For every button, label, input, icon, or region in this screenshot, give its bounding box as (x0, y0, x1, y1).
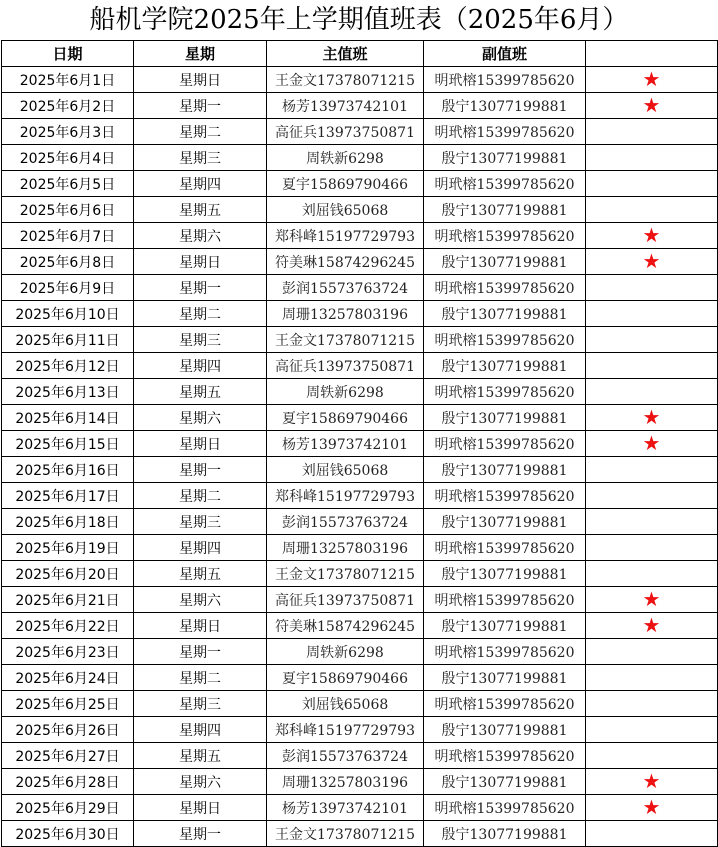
date-cell: 2025年6月25日 (2, 691, 134, 717)
table-row (2, 587, 718, 613)
sub-duty-cell: 殷宁13077199881 (424, 145, 586, 171)
main-duty-cell: 符美琳15874296245 (267, 613, 424, 639)
table-row (2, 639, 718, 665)
column-header-weekday: 星期 (134, 41, 267, 67)
holiday-star-icon (586, 379, 718, 405)
date-cell: 2025年6月4日 (2, 145, 134, 171)
holiday-star-icon (586, 275, 718, 301)
weekday-cell: 星期三 (134, 327, 267, 353)
sub-duty-cell: 殷宁13077199881 (424, 613, 586, 639)
weekday-cell: 星期一 (134, 639, 267, 665)
table-row (2, 405, 718, 431)
table-header-row (2, 41, 718, 67)
date-cell: 2025年6月16日 (2, 457, 134, 483)
star-icon: ★ (642, 613, 661, 637)
table-row (2, 717, 718, 743)
table-row (2, 301, 718, 327)
holiday-star-icon (586, 119, 718, 145)
table-row (2, 743, 718, 769)
main-duty-cell: 周珊13257803196 (267, 535, 424, 561)
table-row (2, 249, 718, 275)
star-icon: ★ (642, 405, 661, 429)
holiday-star-icon (586, 743, 718, 769)
main-duty-cell: 符美琳15874296245 (267, 249, 424, 275)
holiday-star-icon (586, 301, 718, 327)
table-row (2, 145, 718, 171)
main-duty-cell: 杨芳13973742101 (267, 795, 424, 821)
table-row (2, 509, 718, 535)
sub-duty-cell: 殷宁13077199881 (424, 197, 586, 223)
weekday-cell: 星期四 (134, 717, 267, 743)
sub-duty-cell: 明玳榕15399785620 (424, 743, 586, 769)
holiday-star-icon (586, 691, 718, 717)
weekday-cell: 星期一 (134, 275, 267, 301)
star-icon: ★ (642, 769, 661, 793)
date-cell: 2025年6月22日 (2, 613, 134, 639)
main-duty-cell: 高征兵13973750871 (267, 587, 424, 613)
weekday-cell: 星期二 (134, 483, 267, 509)
date-cell: 2025年6月23日 (2, 639, 134, 665)
sub-duty-cell: 殷宁13077199881 (424, 457, 586, 483)
date-cell: 2025年6月2日 (2, 93, 134, 119)
table-row (2, 171, 718, 197)
table-row (2, 223, 718, 249)
sub-duty-cell: 明玳榕15399785620 (424, 639, 586, 665)
main-duty-cell: 王金文17378071215 (267, 821, 424, 847)
holiday-star-icon (586, 795, 718, 821)
weekday-cell: 星期六 (134, 587, 267, 613)
weekday-cell: 星期一 (134, 457, 267, 483)
sub-duty-cell: 明玳榕15399785620 (424, 483, 586, 509)
star-icon: ★ (642, 223, 661, 247)
date-cell: 2025年6月30日 (2, 821, 134, 847)
table-row (2, 379, 718, 405)
date-cell: 2025年6月18日 (2, 509, 134, 535)
date-cell: 2025年6月17日 (2, 483, 134, 509)
weekday-cell: 星期二 (134, 119, 267, 145)
date-cell: 2025年6月24日 (2, 665, 134, 691)
holiday-star-icon (586, 717, 718, 743)
table-row (2, 613, 718, 639)
date-cell: 2025年6月27日 (2, 743, 134, 769)
table-row (2, 561, 718, 587)
page-title: 船机学院2025年上学期值班表（2025年6月） (89, 5, 629, 35)
main-duty-cell: 周轶新6298 (267, 379, 424, 405)
date-cell: 2025年6月5日 (2, 171, 134, 197)
holiday-star-icon (586, 249, 718, 275)
star-icon: ★ (642, 249, 661, 273)
weekday-cell: 星期五 (134, 197, 267, 223)
holiday-star-icon (586, 613, 718, 639)
holiday-star-icon (586, 405, 718, 431)
table-row (2, 535, 718, 561)
main-duty-cell: 夏宇15869790466 (267, 405, 424, 431)
sub-duty-cell: 明玳榕15399785620 (424, 535, 586, 561)
column-header-date: 日期 (2, 41, 134, 67)
holiday-star-icon (586, 587, 718, 613)
sub-duty-cell: 明玳榕15399785620 (424, 795, 586, 821)
main-duty-cell: 周珊13257803196 (267, 769, 424, 795)
date-cell: 2025年6月19日 (2, 535, 134, 561)
holiday-star-icon (586, 769, 718, 795)
column-header-sub-duty: 副值班 (424, 41, 586, 67)
weekday-cell: 星期五 (134, 561, 267, 587)
weekday-cell: 星期五 (134, 379, 267, 405)
sub-duty-cell: 殷宁13077199881 (424, 769, 586, 795)
holiday-star-icon (586, 561, 718, 587)
table-row (2, 119, 718, 145)
table-row (2, 795, 718, 821)
weekday-cell: 星期日 (134, 613, 267, 639)
main-duty-cell: 周轶新6298 (267, 639, 424, 665)
sub-duty-cell: 明玳榕15399785620 (424, 119, 586, 145)
holiday-star-icon (586, 223, 718, 249)
main-duty-cell: 郑科峰15197729793 (267, 223, 424, 249)
date-cell: 2025年6月9日 (2, 275, 134, 301)
date-cell: 2025年6月1日 (2, 67, 134, 93)
weekday-cell: 星期六 (134, 223, 267, 249)
sub-duty-cell: 明玳榕15399785620 (424, 379, 586, 405)
main-duty-cell: 王金文17378071215 (267, 67, 424, 93)
table-row (2, 67, 718, 93)
weekday-cell: 星期五 (134, 743, 267, 769)
weekday-cell: 星期日 (134, 67, 267, 93)
duty-table (1, 40, 718, 847)
main-duty-cell: 周珊13257803196 (267, 301, 424, 327)
date-cell: 2025年6月20日 (2, 561, 134, 587)
weekday-cell: 星期四 (134, 171, 267, 197)
date-cell: 2025年6月7日 (2, 223, 134, 249)
column-header-mark (586, 41, 718, 67)
holiday-star-icon (586, 171, 718, 197)
date-cell: 2025年6月14日 (2, 405, 134, 431)
sub-duty-cell: 明玳榕15399785620 (424, 275, 586, 301)
sub-duty-cell: 明玳榕15399785620 (424, 171, 586, 197)
holiday-star-icon (586, 145, 718, 171)
weekday-cell: 星期三 (134, 145, 267, 171)
main-duty-cell: 郑科峰15197729793 (267, 717, 424, 743)
sub-duty-cell: 明玳榕15399785620 (424, 67, 586, 93)
sub-duty-cell: 殷宁13077199881 (424, 301, 586, 327)
main-duty-cell: 郑科峰15197729793 (267, 483, 424, 509)
sub-duty-cell: 殷宁13077199881 (424, 249, 586, 275)
holiday-star-icon (586, 67, 718, 93)
table-row (2, 275, 718, 301)
date-cell: 2025年6月26日 (2, 717, 134, 743)
date-cell: 2025年6月3日 (2, 119, 134, 145)
table-row (2, 353, 718, 379)
weekday-cell: 星期一 (134, 93, 267, 119)
table-row (2, 431, 718, 457)
table-row (2, 457, 718, 483)
sub-duty-cell: 殷宁13077199881 (424, 405, 586, 431)
table-row (2, 665, 718, 691)
holiday-star-icon (586, 665, 718, 691)
sub-duty-cell: 明玳榕15399785620 (424, 223, 586, 249)
main-duty-cell: 高征兵13973750871 (267, 353, 424, 379)
main-duty-cell: 彭润15573763724 (267, 743, 424, 769)
holiday-star-icon (586, 457, 718, 483)
weekday-cell: 星期三 (134, 691, 267, 717)
star-icon: ★ (642, 795, 661, 819)
main-duty-cell: 杨芳13973742101 (267, 93, 424, 119)
weekday-cell: 星期三 (134, 509, 267, 535)
date-cell: 2025年6月11日 (2, 327, 134, 353)
weekday-cell: 星期二 (134, 665, 267, 691)
date-cell: 2025年6月15日 (2, 431, 134, 457)
date-cell: 2025年6月12日 (2, 353, 134, 379)
star-icon: ★ (642, 431, 661, 455)
sub-duty-cell: 明玳榕15399785620 (424, 327, 586, 353)
holiday-star-icon (586, 821, 718, 847)
table-row (2, 769, 718, 795)
main-duty-cell: 周轶新6298 (267, 145, 424, 171)
table-row (2, 691, 718, 717)
sub-duty-cell: 明玳榕15399785620 (424, 587, 586, 613)
date-cell: 2025年6月21日 (2, 587, 134, 613)
weekday-cell: 星期一 (134, 821, 267, 847)
main-duty-cell: 彭润15573763724 (267, 509, 424, 535)
holiday-star-icon (586, 93, 718, 119)
date-cell: 2025年6月13日 (2, 379, 134, 405)
date-cell: 2025年6月28日 (2, 769, 134, 795)
star-icon: ★ (642, 587, 661, 611)
holiday-star-icon (586, 431, 718, 457)
holiday-star-icon (586, 327, 718, 353)
date-cell: 2025年6月6日 (2, 197, 134, 223)
star-icon: ★ (642, 67, 661, 91)
holiday-star-icon (586, 197, 718, 223)
weekday-cell: 星期日 (134, 795, 267, 821)
weekday-cell: 星期六 (134, 405, 267, 431)
column-header-main-duty: 主值班 (267, 41, 424, 67)
weekday-cell: 星期日 (134, 431, 267, 457)
main-duty-cell: 彭润15573763724 (267, 275, 424, 301)
sub-duty-cell: 殷宁13077199881 (424, 353, 586, 379)
main-duty-cell: 刘屈钱65068 (267, 197, 424, 223)
sub-duty-cell: 明玳榕15399785620 (424, 431, 586, 457)
sub-duty-cell: 殷宁13077199881 (424, 665, 586, 691)
sub-duty-cell: 殷宁13077199881 (424, 821, 586, 847)
holiday-star-icon (586, 509, 718, 535)
holiday-star-icon (586, 353, 718, 379)
holiday-star-icon (586, 639, 718, 665)
table-row (2, 93, 718, 119)
main-duty-cell: 王金文17378071215 (267, 327, 424, 353)
holiday-star-icon (586, 483, 718, 509)
weekday-cell: 星期四 (134, 535, 267, 561)
date-cell: 2025年6月10日 (2, 301, 134, 327)
weekday-cell: 星期日 (134, 249, 267, 275)
main-duty-cell: 夏宇15869790466 (267, 665, 424, 691)
sub-duty-cell: 殷宁13077199881 (424, 717, 586, 743)
table-row (2, 821, 718, 847)
main-duty-cell: 刘屈钱65068 (267, 691, 424, 717)
main-duty-cell: 杨芳13973742101 (267, 431, 424, 457)
sub-duty-cell: 明玳榕15399785620 (424, 691, 586, 717)
date-cell: 2025年6月8日 (2, 249, 134, 275)
star-icon: ★ (642, 93, 661, 117)
main-duty-cell: 高征兵13973750871 (267, 119, 424, 145)
main-duty-cell: 夏宇15869790466 (267, 171, 424, 197)
weekday-cell: 星期二 (134, 301, 267, 327)
table-row (2, 197, 718, 223)
weekday-cell: 星期六 (134, 769, 267, 795)
table-row (2, 483, 718, 509)
date-cell: 2025年6月29日 (2, 795, 134, 821)
main-duty-cell: 刘屈钱65068 (267, 457, 424, 483)
main-duty-cell: 王金文17378071215 (267, 561, 424, 587)
sub-duty-cell: 殷宁13077199881 (424, 509, 586, 535)
table-row (2, 327, 718, 353)
weekday-cell: 星期四 (134, 353, 267, 379)
sub-duty-cell: 殷宁13077199881 (424, 561, 586, 587)
sub-duty-cell: 殷宁13077199881 (424, 93, 586, 119)
holiday-star-icon (586, 535, 718, 561)
duty-table-body (2, 67, 718, 847)
